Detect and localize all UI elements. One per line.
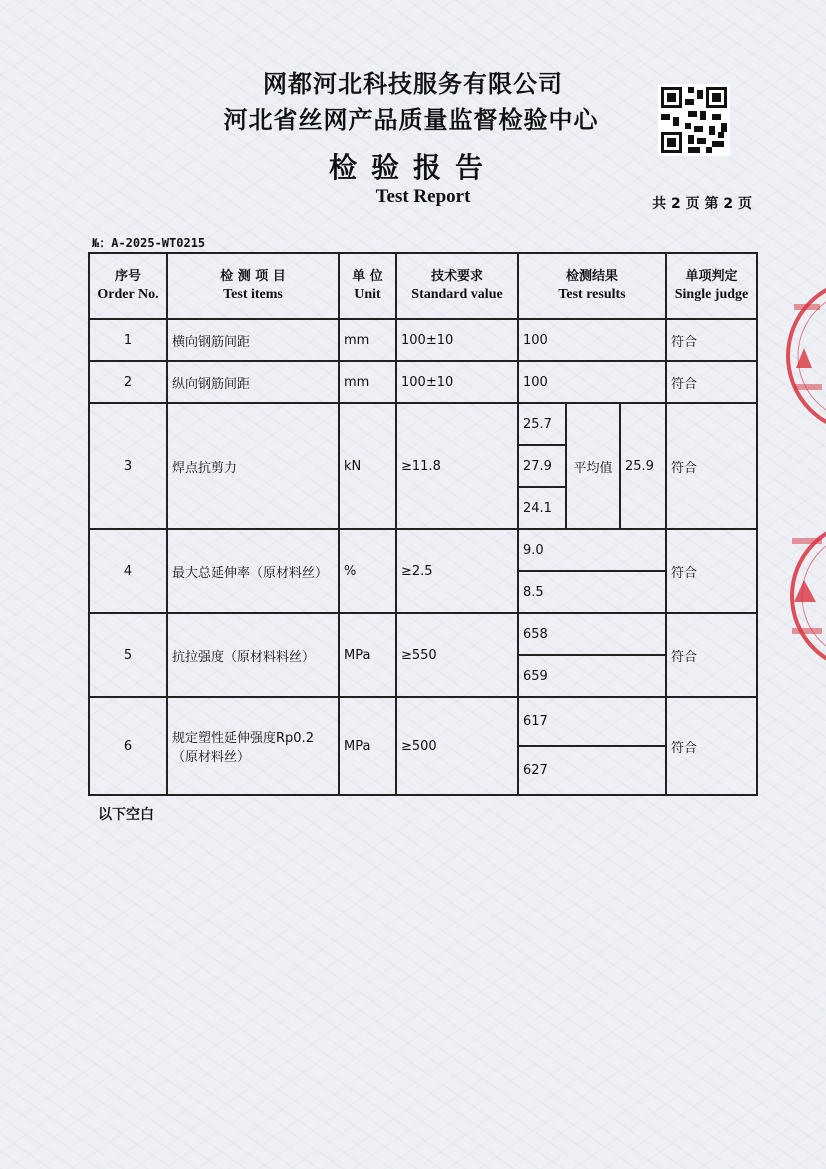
row-item: 焊点抗剪力 bbox=[167, 403, 339, 529]
row-result: 9.0 bbox=[518, 529, 666, 571]
row-result: 27.9 bbox=[518, 445, 566, 487]
row-standard: ≥11.8 bbox=[396, 403, 518, 529]
row-result: 25.7 bbox=[518, 403, 566, 445]
row-item: 横向钢筋间距 bbox=[167, 319, 339, 361]
report-number: №：A-2025-WT0215 bbox=[92, 236, 206, 250]
report-title-en: Test Report bbox=[375, 186, 471, 207]
row-unit: MPa bbox=[339, 613, 396, 697]
table-header-row bbox=[89, 253, 757, 319]
row-judge: 符合 bbox=[666, 613, 757, 697]
row-result: 658 bbox=[518, 613, 666, 655]
header-order: 序号 Order No. bbox=[89, 253, 167, 319]
blank-below-note: 以下空白 bbox=[98, 807, 154, 823]
seal-stamp-icon bbox=[782, 276, 826, 436]
row-standard: ≥500 bbox=[396, 697, 518, 795]
report-title-cn: 检验报告 bbox=[328, 151, 497, 184]
center-name: 河北省丝网产品质量监督检验中心 bbox=[223, 106, 599, 134]
header-unit: 单 位 Unit bbox=[339, 253, 396, 319]
row-item: 纵向钢筋间距 bbox=[167, 361, 339, 403]
row-item: 最大总延伸率（原材料丝） bbox=[167, 529, 339, 613]
row-result: 100 bbox=[518, 361, 666, 403]
row-judge: 符合 bbox=[666, 697, 757, 795]
average-value: 25.9 bbox=[620, 403, 666, 529]
qr-code-icon bbox=[658, 84, 730, 156]
row-standard: 100±10 bbox=[396, 361, 518, 403]
page-count: 共 2 页 第 2 页 bbox=[652, 196, 752, 212]
row-item: 规定塑性延伸强度Rp0.2（原材料丝） bbox=[167, 697, 339, 795]
header-results: 检测结果 Test results bbox=[518, 253, 666, 319]
row-result: 617 bbox=[518, 697, 666, 746]
row-unit: MPa bbox=[339, 697, 396, 795]
table-row bbox=[89, 529, 757, 571]
row-result: 8.5 bbox=[518, 571, 666, 613]
row-no: 6 bbox=[89, 697, 167, 795]
test-results-table bbox=[88, 252, 758, 796]
row-judge: 符合 bbox=[666, 361, 757, 403]
table-row bbox=[89, 361, 757, 403]
table-row bbox=[89, 697, 757, 746]
row-result: 24.1 bbox=[518, 487, 566, 529]
row-judge: 符合 bbox=[666, 403, 757, 529]
row-result: 659 bbox=[518, 655, 666, 697]
company-name: 网都河北科技服务有限公司 bbox=[263, 70, 563, 98]
table-row bbox=[89, 403, 757, 445]
row-no: 5 bbox=[89, 613, 167, 697]
header-judge: 单项判定 Single judge bbox=[666, 253, 757, 319]
row-no: 2 bbox=[89, 361, 167, 403]
header-item: 检 测 项 目 Test items bbox=[167, 253, 339, 319]
table-row bbox=[89, 319, 757, 361]
row-unit: % bbox=[339, 529, 396, 613]
row-standard: 100±10 bbox=[396, 319, 518, 361]
row-unit: mm bbox=[339, 319, 396, 361]
table-row bbox=[89, 613, 757, 655]
row-result: 100 bbox=[518, 319, 666, 361]
row-result: 627 bbox=[518, 746, 666, 795]
row-item: 抗拉强度（原材料料丝） bbox=[167, 613, 339, 697]
row-no: 3 bbox=[89, 403, 167, 529]
row-standard: ≥550 bbox=[396, 613, 518, 697]
seal-stamp-icon bbox=[782, 518, 826, 674]
row-unit: mm bbox=[339, 361, 396, 403]
row-no: 1 bbox=[89, 319, 167, 361]
row-no: 4 bbox=[89, 529, 167, 613]
row-judge: 符合 bbox=[666, 529, 757, 613]
header-standard: 技术要求 Standard value bbox=[396, 253, 518, 319]
average-label: 平均值 bbox=[566, 403, 620, 529]
row-unit: kN bbox=[339, 403, 396, 529]
row-judge: 符合 bbox=[666, 319, 757, 361]
row-standard: ≥2.5 bbox=[396, 529, 518, 613]
